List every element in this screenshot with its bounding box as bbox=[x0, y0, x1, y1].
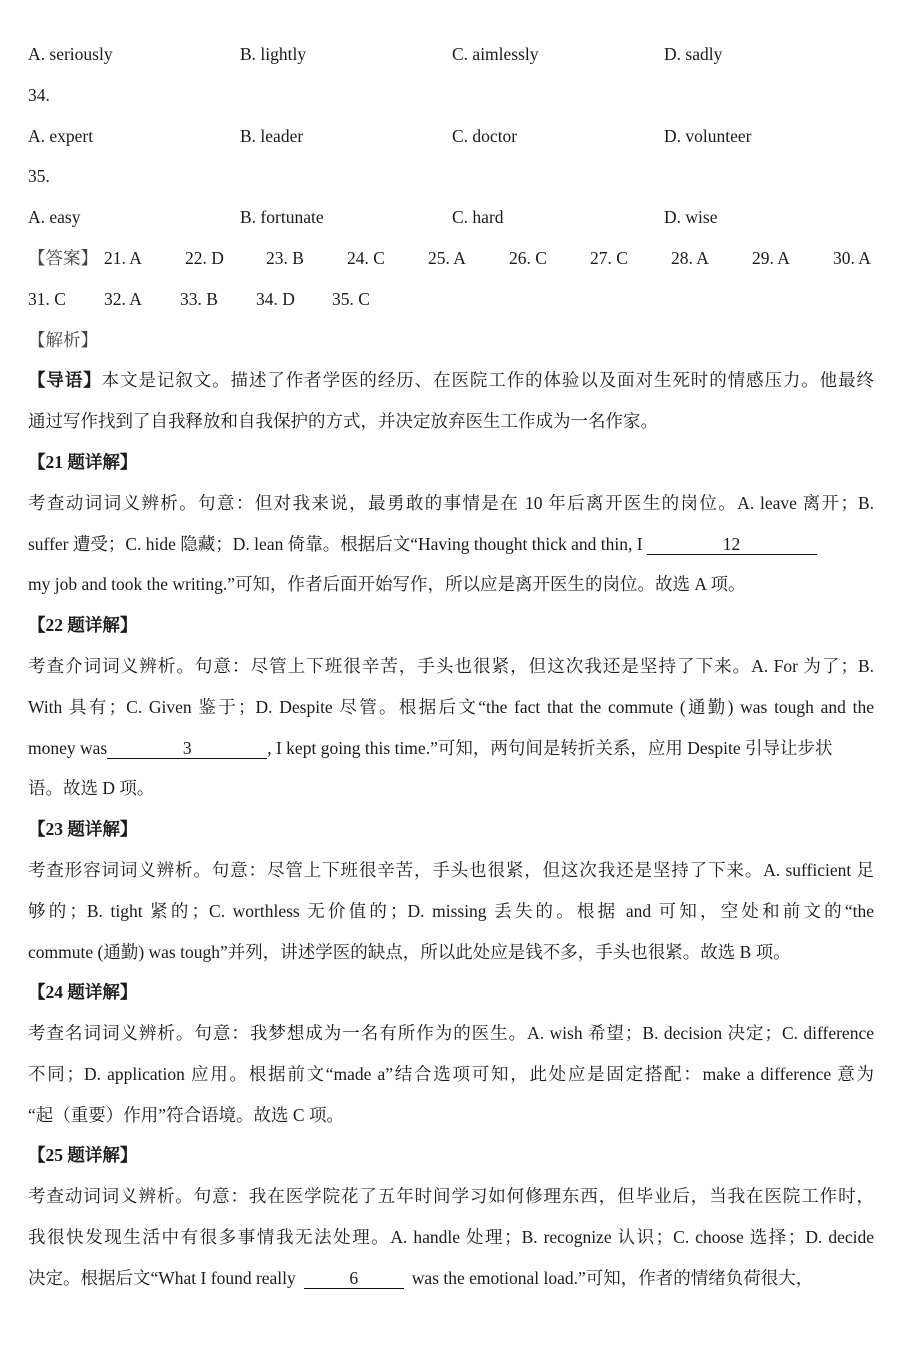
q35-number: 35. bbox=[28, 166, 50, 186]
q22-heading: 【22 题详解】 bbox=[28, 615, 138, 635]
q23-line-1: 考查形容词词义辨析。句意：尽管上下班很辛苦，手头也很紧，但这次我还是坚持了下来。A. sufficient 足 bbox=[28, 860, 874, 880]
q24-heading: 【24 题详解】 bbox=[28, 982, 138, 1002]
intro-line-1 bbox=[28, 368, 874, 392]
q33-option-a: A. seriously bbox=[28, 44, 113, 64]
answer-31: 31. C bbox=[28, 289, 66, 309]
q21-line-1: 考查动词词义辨析。句意：但对我来说，最勇敢的事情是在 10 年后离开医生的岗位。A. leave 离开；B. bbox=[28, 493, 874, 513]
q22-line-4: 语。故选 D 项。 bbox=[28, 778, 155, 798]
q33-option-b: B. lightly bbox=[240, 44, 307, 64]
q21-blank-number: 12 bbox=[647, 534, 817, 555]
q22-line-3-text-a: money was bbox=[28, 738, 108, 758]
answer-24: 24. C bbox=[347, 248, 385, 268]
q35-option-a: A. easy bbox=[28, 207, 81, 227]
q21-heading: 【21 题详解】 bbox=[28, 452, 138, 472]
q23-heading: 【23 题详解】 bbox=[28, 819, 138, 839]
intro-text-1: 本文是记叙文。描述了作者学医的经历、在医院工作的体验以及面对生死时的情感压力。他最终 bbox=[101, 370, 875, 390]
answer-21: 21. A bbox=[104, 248, 142, 268]
q25-heading: 【25 题详解】 bbox=[28, 1145, 138, 1165]
answer-26: 26. C bbox=[509, 248, 547, 268]
q34-option-a: A. expert bbox=[28, 126, 94, 146]
q25-line-3-text-a: 决定。根据后文“What I found really bbox=[28, 1268, 296, 1288]
q25-line-1: 考查动词词义辨析。句意：我在医学院花了五年时间学习如何修理东西，但毕业后，当我在医院工作时， bbox=[28, 1186, 874, 1206]
answer-label: 【答案】 bbox=[28, 248, 98, 268]
q25-line-3-text-b: was the emotional load.”可知，作者的情绪负荷很大， bbox=[411, 1268, 814, 1288]
q23-line-3: commute (通勤) was tough”并列，讲述学医的缺点，所以此处应是钱不多，手头也很紧。故选 B 项。 bbox=[28, 942, 791, 962]
q34-option-c: C. doctor bbox=[452, 126, 518, 146]
intro-label: 【导语】 bbox=[28, 370, 102, 390]
answer-28: 28. A bbox=[671, 248, 709, 268]
q35-option-c: C. hard bbox=[452, 207, 504, 227]
q24-line-2: 不同；D. application 应用。根据前文“made a”结合选项可知，此处应是固定搭配：make a difference 意为 bbox=[28, 1064, 874, 1084]
q35-option-b: B. fortunate bbox=[240, 207, 324, 227]
q21-line-2 bbox=[28, 532, 874, 556]
q33-option-d: D. sadly bbox=[664, 44, 723, 64]
q22-line-2: With 具有；C. Given 鉴于；D. Despite 尽管。根据后文“the fact that the commute (通勤) was tough and the bbox=[28, 697, 874, 717]
q34-option-b: B. leader bbox=[240, 126, 304, 146]
q21-line-3: my job and took the writing.”可知，作者后面开始写作，所以应是离开医生的岗位。故选 A 项。 bbox=[28, 574, 746, 594]
analysis-label: 【解析】 bbox=[28, 330, 98, 350]
answer-33: 33. B bbox=[180, 289, 218, 309]
answer-25: 25. A bbox=[428, 248, 466, 268]
answer-22: 22. D bbox=[185, 248, 224, 268]
answer-35: 35. C bbox=[332, 289, 370, 309]
answer-32: 32. A bbox=[104, 289, 142, 309]
q22-line-3-text-b: , I kept going this time.”可知，两句间是转折关系，应用 Despite 引导让步状 bbox=[267, 738, 833, 758]
q35-option-d: D. wise bbox=[664, 207, 718, 227]
answer-23: 23. B bbox=[266, 248, 304, 268]
q22-line-1: 考查介词词义辨析。句意：尽管上下班很辛苦，手头也很紧，但这次我还是坚持了下来。A. For 为了；B. bbox=[28, 656, 874, 676]
answer-30: 30. A bbox=[833, 248, 871, 268]
answer-34: 34. D bbox=[256, 289, 295, 309]
q34-option-d: D. volunteer bbox=[664, 126, 752, 146]
intro-line-2: 通过写作找到了自我释放和自我保护的方式，并决定放弃医生工作成为一名作家。 bbox=[28, 411, 658, 431]
q22-line-3 bbox=[28, 736, 874, 760]
q22-blank-number: 3 bbox=[107, 738, 267, 759]
answer-29: 29. A bbox=[752, 248, 790, 268]
q23-line-2: 够的；B. tight 紧的；C. worthless 无价值的；D. missing 丢失的。根据 and 可知，空处和前文的“the bbox=[28, 901, 874, 921]
answer-27: 27. C bbox=[590, 248, 628, 268]
q34-number: 34. bbox=[28, 85, 50, 105]
q25-blank-number: 6 bbox=[304, 1268, 404, 1289]
q25-line-3 bbox=[28, 1266, 874, 1290]
q24-line-1: 考查名词词义辨析。句意：我梦想成为一名有所作为的医生。A. wish 希望；B. decision 决定；C. difference bbox=[28, 1023, 874, 1043]
q25-line-2: 我很快发现生活中有很多事情我无法处理。A. handle 处理；B. recognize 认识；C. choose 选择；D. decide bbox=[28, 1227, 874, 1247]
q24-line-3: “起（重要）作用”符合语境。故选 C 项。 bbox=[28, 1105, 344, 1125]
q21-line-2-text: suffer 遭受；C. hide 隐藏；D. lean 倚靠。根据后文“Having thought thick and thin, I bbox=[28, 534, 643, 554]
q33-option-c: C. aimlessly bbox=[452, 44, 539, 64]
